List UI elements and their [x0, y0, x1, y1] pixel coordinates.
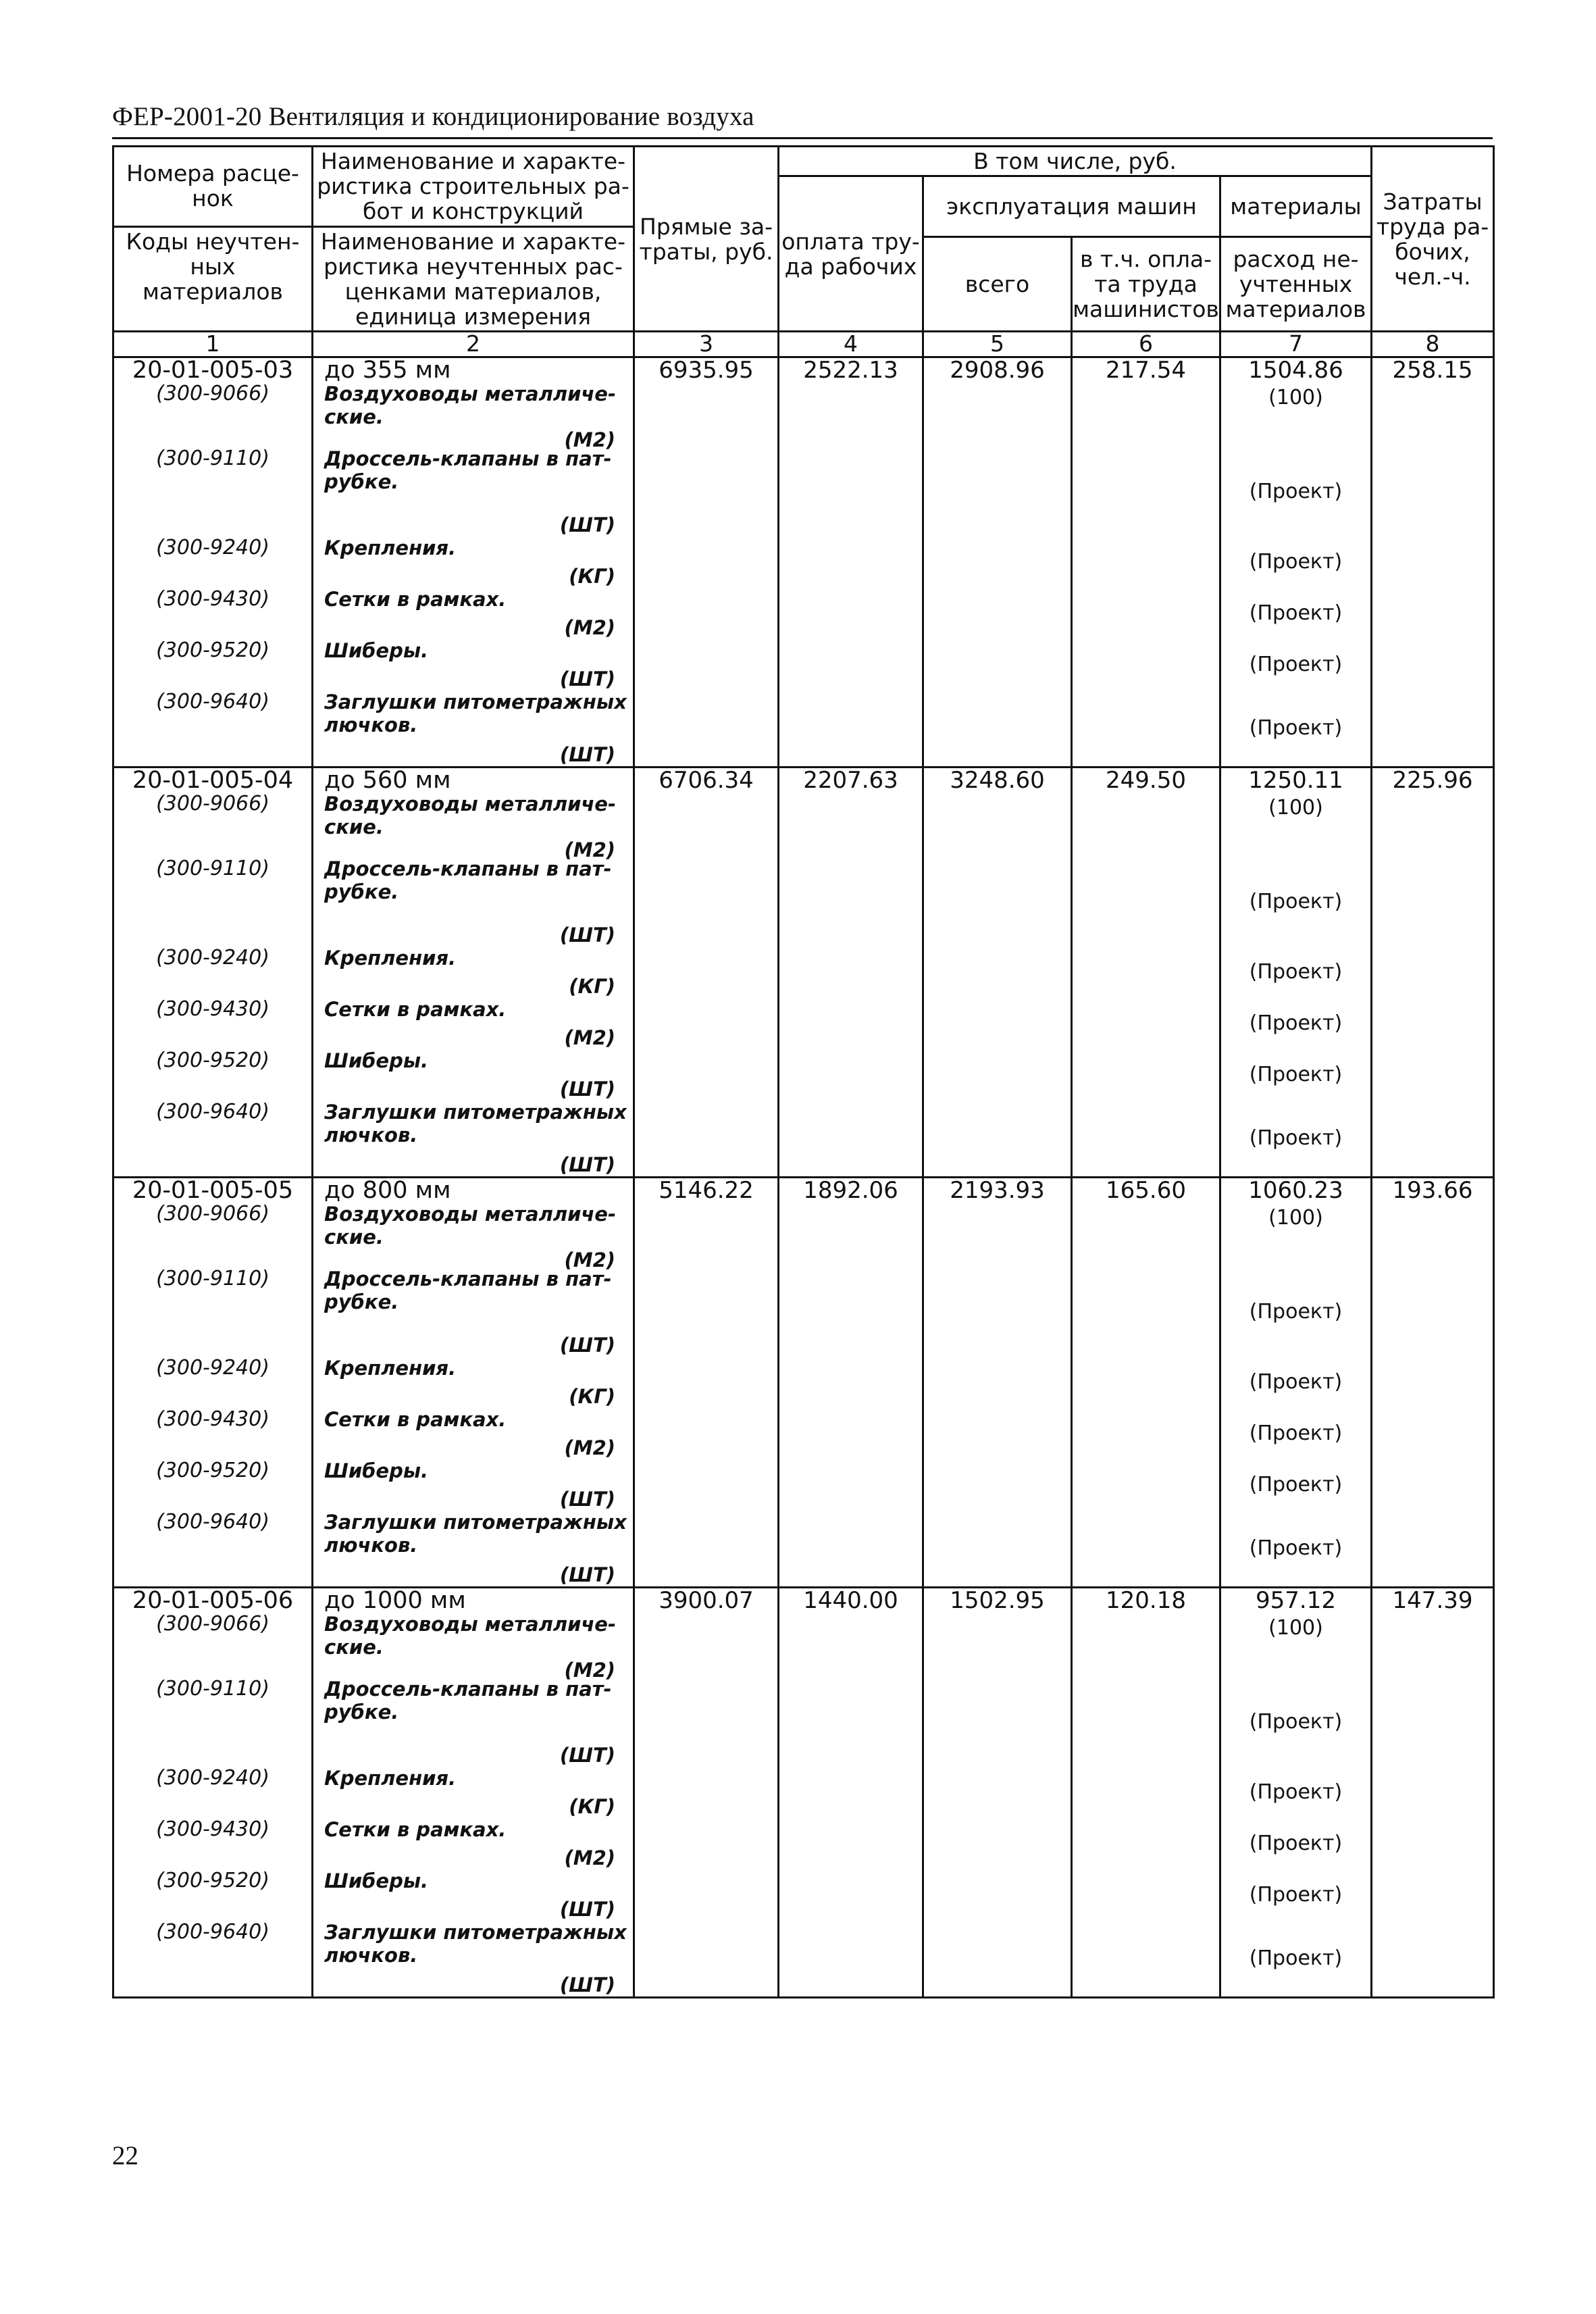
rate-name: до 560 мм: [324, 767, 451, 794]
material-qty-block: [1221, 1267, 1370, 1357]
machinists-pay-value: 120.18: [1106, 1587, 1186, 1614]
labor-hours-value: 147.39: [1392, 1587, 1473, 1614]
material-name: Воздуховоды металличе-ские.: [324, 382, 617, 428]
material-qty-block: [1221, 536, 1370, 588]
direct-costs-value: 3900.07: [659, 1587, 754, 1614]
material-name: Дроссель-клапаны в пат-рубке.: [324, 447, 612, 493]
rate-group-row: [113, 1178, 1494, 1588]
material-qty-block: [1221, 1818, 1370, 1869]
labor-pay-cell: [779, 768, 923, 1178]
machinists-pay-value: 217.54: [1106, 357, 1186, 384]
labor-hours-cell: [1372, 357, 1494, 768]
material-qty: (Проект): [1249, 1780, 1343, 1804]
material-code-block: [114, 1818, 311, 1869]
header-rule: [112, 137, 1493, 139]
material-code: (300-9240): [156, 1766, 269, 1790]
materials-stack: [1221, 1588, 1370, 1996]
material-code: (300-9430): [156, 1817, 269, 1841]
material-code-block: [114, 793, 311, 857]
materials-value: 1250.11: [1248, 767, 1343, 794]
material-name-block: [313, 1408, 633, 1459]
material-name: Сетки в рамках.: [324, 588, 507, 611]
material-name: Крепления.: [324, 947, 457, 970]
rate-names-cell: [313, 1178, 634, 1588]
material-qty: (Проект): [1249, 716, 1343, 740]
material-qty-block: [1221, 447, 1370, 536]
header-unaccounted-materials: расход не-учтенных материалов: [1220, 237, 1372, 332]
material-name-block: [313, 947, 633, 998]
machines-total-cell: [923, 357, 1072, 768]
material-name: Воздуховоды металличе-ские.: [324, 793, 617, 838]
material-name: Дроссель-клапаны в пат-рубке.: [324, 1678, 612, 1724]
rate-names-cell: [313, 768, 634, 1178]
header-machinists-pay: в т.ч. опла-та труда машинистов: [1072, 237, 1220, 332]
header-material-code: Коды неучтен-ных материалов: [126, 228, 300, 305]
materials-stack: [1221, 768, 1370, 1176]
direct-costs-cell: [634, 357, 779, 768]
labor-hours-value: 258.15: [1392, 357, 1473, 384]
labor-hours-cell: [1372, 1178, 1494, 1588]
material-qty: (Проект): [1249, 601, 1343, 625]
direct-costs-value: 6706.34: [659, 767, 754, 794]
material-name: Заглушки питометражных лючков.: [324, 1511, 627, 1557]
materials-cell: [1220, 1178, 1372, 1588]
material-code-block: [114, 1408, 311, 1459]
material-code-block: [114, 382, 311, 447]
rate-name: до 1000 мм: [324, 1587, 466, 1614]
material-code: (300-9066): [156, 1202, 269, 1226]
material-code-block: [114, 947, 311, 998]
material-qty-block: [1221, 857, 1370, 947]
material-code: (300-9520): [156, 1869, 269, 1892]
labor-hours-value: 193.66: [1392, 1177, 1473, 1204]
material-unit: (ШТ): [559, 743, 615, 766]
rates-table: [112, 145, 1495, 1998]
direct-costs-cell: [634, 768, 779, 1178]
material-unit: (М2): [564, 428, 615, 451]
material-code-block: [114, 690, 311, 766]
machinists-pay-value: 165.60: [1106, 1177, 1186, 1204]
material-name-block: [313, 1869, 633, 1921]
materials-stack: [1221, 1178, 1370, 1586]
rate-names-stack: [313, 1178, 633, 1586]
labor-pay-value: 2207.63: [803, 767, 898, 794]
materials-cell: [1220, 357, 1372, 768]
labor-pay-cell: [779, 1588, 923, 1998]
material-qty-block: [1221, 382, 1370, 447]
material-code: (300-9430): [156, 997, 269, 1021]
machines-total-value: 1502.95: [950, 1587, 1045, 1614]
material-unit: (ШТ): [559, 1334, 615, 1357]
material-qty-block: [1221, 1408, 1370, 1459]
material-qty: (Проект): [1249, 1710, 1343, 1734]
machinists-pay-cell: [1072, 357, 1220, 768]
rate-group-row: [113, 357, 1494, 768]
labor-hours-value: 225.96: [1392, 767, 1473, 794]
material-unit: (ШТ): [559, 1898, 615, 1921]
material-code: (300-9240): [156, 1356, 269, 1380]
material-name-block: [313, 793, 633, 861]
material-name: Воздуховоды металличе-ские.: [324, 1203, 617, 1249]
machinists-pay-cell: [1072, 1178, 1220, 1588]
rate-code: 20-01-005-03: [132, 357, 294, 384]
material-code: (300-9110): [156, 857, 269, 880]
material-name: Дроссель-клапаны в пат-рубке.: [324, 1267, 612, 1313]
material-qty: (Проект): [1249, 1946, 1343, 1970]
column-number: 6: [1072, 332, 1220, 357]
material-code-block: [114, 639, 311, 690]
material-code: (300-9240): [156, 536, 269, 559]
materials-value: 957.12: [1256, 1587, 1336, 1614]
material-qty: (100): [1268, 386, 1323, 409]
material-name: Заглушки питометражных лючков.: [324, 1101, 627, 1147]
material-code-block: [114, 1203, 311, 1267]
material-code-block: [114, 1459, 311, 1511]
material-qty-block: [1221, 1049, 1370, 1101]
material-code: (300-9520): [156, 638, 269, 662]
column-number: 4: [779, 332, 923, 357]
material-name: Заглушки питометражных лючков.: [324, 690, 627, 736]
material-name-block: [313, 447, 633, 536]
material-qty-block: [1221, 1357, 1370, 1408]
rate-names-stack: [313, 358, 633, 766]
material-code-block: [114, 998, 311, 1049]
material-unit: (КГ): [569, 975, 615, 998]
material-name: Шиберы.: [324, 1459, 429, 1482]
material-code: (300-9110): [156, 447, 269, 470]
rate-names-stack: [313, 768, 633, 1176]
labor-hours-cell: [1372, 768, 1494, 1178]
material-code: (300-9240): [156, 946, 269, 970]
material-qty: (Проект): [1249, 550, 1343, 574]
material-qty: (Проект): [1249, 960, 1343, 984]
material-name-block: [313, 382, 633, 451]
material-unit: (М2): [564, 616, 615, 639]
material-qty: (Проект): [1249, 1011, 1343, 1035]
header-materials: материалы: [1220, 176, 1372, 237]
column-number: 3: [634, 332, 779, 357]
column-number: 5: [923, 332, 1072, 357]
material-name-block: [313, 1818, 633, 1869]
rate-code: 20-01-005-05: [132, 1177, 294, 1204]
material-name-block: [313, 1678, 633, 1767]
rate-code: 20-01-005-06: [132, 1587, 294, 1614]
material-name-block: [313, 998, 633, 1049]
rate-names-stack: [313, 1588, 633, 1996]
rate-group-row: [113, 768, 1494, 1178]
material-code-block: [114, 1511, 311, 1586]
header-including: В том числе, руб.: [779, 147, 1372, 176]
column-number: 8: [1372, 332, 1494, 357]
material-code: (300-9640): [156, 1510, 269, 1534]
material-qty: (100): [1268, 1616, 1323, 1640]
machines-total-cell: [923, 1178, 1072, 1588]
material-name: Крепления.: [324, 1767, 457, 1790]
rate-codes-cell: [113, 1178, 313, 1588]
header-machines: эксплуатация машин: [923, 176, 1220, 237]
machines-total-value: 2908.96: [950, 357, 1045, 384]
material-name-block: [313, 1357, 633, 1408]
material-unit: (КГ): [569, 1385, 615, 1408]
direct-costs-value: 5146.22: [659, 1177, 754, 1204]
machinists-pay-cell: [1072, 768, 1220, 1178]
rate-name: до 355 мм: [324, 357, 451, 384]
table-header: [113, 147, 1494, 357]
labor-pay-cell: [779, 357, 923, 768]
header-work-name: Наименование и характе-ристика строительных ра-бот и конструкций: [313, 147, 633, 228]
rate-codes-stack: [114, 1178, 311, 1586]
column-number: 7: [1220, 332, 1372, 357]
material-name-block: [313, 1049, 633, 1101]
material-code-block: [114, 1267, 311, 1357]
material-unit: (М2): [564, 1436, 615, 1459]
column-numbers-row: [113, 332, 1494, 357]
material-code: (300-9430): [156, 1407, 269, 1431]
rate-name: до 800 мм: [324, 1177, 451, 1204]
material-qty: (100): [1268, 1206, 1323, 1230]
material-code-block: [114, 1678, 311, 1767]
labor-pay-cell: [779, 1178, 923, 1588]
header-material-name: Наименование и характе-ристика неучтенных рас-ценками материалов, единица измерения: [320, 228, 626, 330]
material-name-block: [313, 1511, 633, 1586]
material-code: (300-9520): [156, 1459, 269, 1482]
header-labor-pay: оплата тру-да рабочих: [779, 176, 923, 332]
header-machines-total: всего: [923, 237, 1072, 332]
material-code-block: [114, 1921, 311, 1996]
material-qty-block: [1221, 639, 1370, 690]
material-qty-block: [1221, 1613, 1370, 1678]
material-code: (300-9520): [156, 1049, 269, 1072]
material-code: (300-9066): [156, 382, 269, 405]
machinists-pay-cell: [1072, 1588, 1220, 1998]
material-name-block: [313, 690, 633, 766]
material-qty: (Проект): [1249, 653, 1343, 676]
material-qty-block: [1221, 588, 1370, 639]
materials-cell: [1220, 1588, 1372, 1998]
material-code-block: [114, 1101, 311, 1176]
labor-pay-value: 1440.00: [803, 1587, 898, 1614]
material-unit: (ШТ): [559, 513, 615, 536]
material-name-block: [313, 857, 633, 947]
material-qty-block: [1221, 793, 1370, 857]
material-code: (300-9110): [156, 1677, 269, 1701]
material-code: (300-9110): [156, 1267, 269, 1290]
material-name: Шиберы.: [324, 1869, 429, 1892]
material-qty: (100): [1268, 796, 1323, 820]
material-unit: (М2): [564, 1846, 615, 1869]
material-name-block: [313, 639, 633, 690]
table-body: [113, 357, 1494, 1998]
material-qty: (Проект): [1249, 1883, 1343, 1907]
material-code-block: [114, 857, 311, 947]
material-qty: (Проект): [1249, 1536, 1343, 1560]
material-code: (300-9640): [156, 1920, 269, 1944]
material-code-block: [114, 1869, 311, 1921]
rate-codes-stack: [114, 1588, 311, 1996]
rate-codes-stack: [114, 358, 311, 766]
header-rate-number: Номера расце-нок: [114, 147, 311, 228]
material-qty-block: [1221, 690, 1370, 766]
material-name: Дроссель-клапаны в пат-рубке.: [324, 857, 612, 903]
material-name-block: [313, 1767, 633, 1818]
material-qty-block: [1221, 1203, 1370, 1267]
material-unit: (М2): [564, 838, 615, 861]
material-qty: (Проект): [1249, 1370, 1343, 1394]
rate-codes-cell: [113, 768, 313, 1178]
direct-costs-cell: [634, 1178, 779, 1588]
material-code: (300-9066): [156, 792, 269, 815]
material-qty-block: [1221, 1678, 1370, 1767]
column-number: 2: [313, 332, 634, 357]
material-unit: (ШТ): [559, 668, 615, 690]
material-unit: (ШТ): [559, 924, 615, 947]
column-number: 1: [113, 332, 313, 357]
direct-costs-cell: [634, 1588, 779, 1998]
rate-code: 20-01-005-04: [132, 767, 294, 794]
header-labor-hours: Затраты труда ра-бочих, чел.-ч.: [1372, 147, 1494, 332]
material-name-block: [313, 1101, 633, 1176]
material-unit: (М2): [564, 1659, 615, 1682]
material-code-block: [114, 447, 311, 536]
material-name: Крепления.: [324, 536, 457, 559]
material-unit: (М2): [564, 1026, 615, 1049]
rate-names-cell: [313, 357, 634, 768]
labor-hours-cell: [1372, 1588, 1494, 1998]
material-code: (300-9430): [156, 587, 269, 611]
material-unit: (ШТ): [559, 1563, 615, 1586]
material-name: Шиберы.: [324, 1049, 429, 1072]
rate-names-cell: [313, 1588, 634, 1998]
material-code-block: [114, 536, 311, 588]
material-qty-block: [1221, 1767, 1370, 1818]
material-qty-block: [1221, 1511, 1370, 1586]
running-head: ФЕР-2001-20 Вентиляция и кондиционирование воздуха: [112, 102, 754, 131]
material-name: Сетки в рамках.: [324, 998, 507, 1021]
material-qty-block: [1221, 1101, 1370, 1176]
material-qty: (Проект): [1249, 1832, 1343, 1855]
material-qty: (Проект): [1249, 1126, 1343, 1150]
material-unit: (ШТ): [559, 1973, 615, 1996]
header-col1: [113, 147, 313, 332]
material-qty-block: [1221, 947, 1370, 998]
machines-total-cell: [923, 1588, 1072, 1998]
header-direct-costs: Прямые за-траты, руб.: [634, 147, 779, 332]
rate-codes-cell: [113, 357, 313, 768]
rate-codes-stack: [114, 768, 311, 1176]
material-qty: (Проект): [1249, 1473, 1343, 1496]
material-name: Сетки в рамках.: [324, 1818, 507, 1841]
material-name: Заглушки питометражных лючков.: [324, 1921, 627, 1967]
material-qty-block: [1221, 1459, 1370, 1511]
materials-value: 1060.23: [1248, 1177, 1343, 1204]
material-code-block: [114, 1767, 311, 1818]
page-number: 22: [112, 2141, 138, 2170]
material-name-block: [313, 1613, 633, 1682]
direct-costs-value: 6935.95: [659, 357, 754, 384]
material-name-block: [313, 1459, 633, 1511]
material-unit: (ШТ): [559, 1078, 615, 1101]
machinists-pay-value: 249.50: [1106, 767, 1186, 794]
labor-pay-value: 2522.13: [803, 357, 898, 384]
material-code-block: [114, 1613, 311, 1678]
material-code-block: [114, 588, 311, 639]
material-qty: (Проект): [1249, 1422, 1343, 1445]
materials-value: 1504.86: [1248, 357, 1343, 384]
material-name-block: [313, 1921, 633, 1996]
labor-pay-value: 1892.06: [803, 1177, 898, 1204]
material-code: (300-9640): [156, 1100, 269, 1124]
material-name-block: [313, 536, 633, 588]
material-qty: (Проект): [1249, 890, 1343, 913]
material-name-block: [313, 1267, 633, 1357]
material-unit: (ШТ): [559, 1744, 615, 1767]
header-col2: [313, 147, 634, 332]
material-unit: (КГ): [569, 565, 615, 588]
material-code-block: [114, 1357, 311, 1408]
material-unit: (КГ): [569, 1795, 615, 1818]
machines-total-value: 2193.93: [950, 1177, 1045, 1204]
material-qty-block: [1221, 1921, 1370, 1996]
material-qty: (Проект): [1249, 480, 1343, 503]
material-unit: (ШТ): [559, 1488, 615, 1511]
material-unit: (М2): [564, 1249, 615, 1272]
rate-codes-cell: [113, 1588, 313, 1998]
material-qty: (Проект): [1249, 1300, 1343, 1324]
rate-group-row: [113, 1588, 1494, 1998]
material-code: (300-9640): [156, 690, 269, 713]
material-name: Шиберы.: [324, 639, 429, 662]
material-name: Крепления.: [324, 1357, 457, 1380]
material-qty-block: [1221, 1869, 1370, 1921]
material-name: Воздуховоды металличе-ские.: [324, 1613, 617, 1659]
machines-total-value: 3248.60: [950, 767, 1045, 794]
material-name-block: [313, 1203, 633, 1272]
materials-cell: [1220, 768, 1372, 1178]
machines-total-cell: [923, 768, 1072, 1178]
material-code: (300-9066): [156, 1612, 269, 1636]
material-name-block: [313, 588, 633, 639]
material-code-block: [114, 1049, 311, 1101]
materials-stack: [1221, 358, 1370, 766]
material-qty: (Проект): [1249, 1063, 1343, 1086]
material-qty-block: [1221, 998, 1370, 1049]
material-unit: (ШТ): [559, 1153, 615, 1176]
material-name: Сетки в рамках.: [324, 1408, 507, 1431]
